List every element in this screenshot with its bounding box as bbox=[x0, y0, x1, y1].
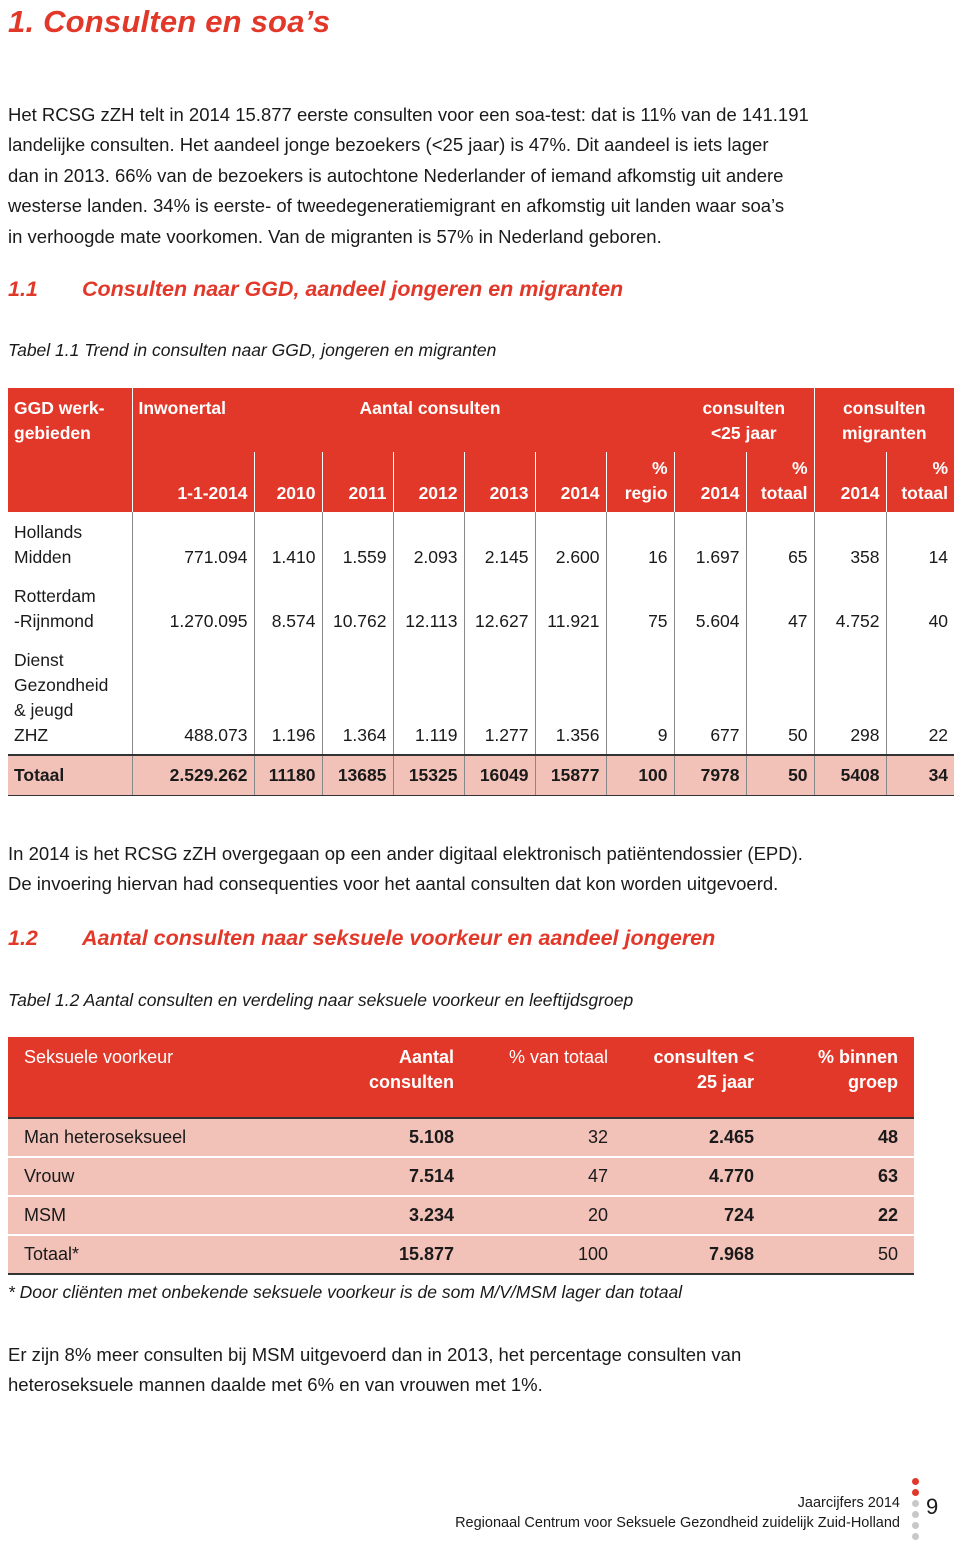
cell: 15325 bbox=[393, 755, 464, 795]
section-heading-1-2 bbox=[8, 926, 715, 951]
footer-report-name: Jaarcijfers 2014 bbox=[797, 1495, 900, 1511]
cell: 75 bbox=[606, 576, 674, 640]
subheader-year: 2012 bbox=[393, 452, 464, 512]
table-consulten-ggd bbox=[8, 388, 954, 796]
cell: 2.465 bbox=[624, 1118, 770, 1157]
intro-line: Het RCSG zZH telt in 2014 15.877 eerste consulten voor een soa-test: dat is 11% van de 141.191 bbox=[8, 104, 809, 125]
header-aantal-consulten: Aantal consulten bbox=[314, 1037, 470, 1118]
cell: 9 bbox=[606, 640, 674, 755]
table-total-row bbox=[8, 1235, 914, 1274]
row-name: MSM bbox=[8, 1196, 314, 1235]
cell: 40 bbox=[928, 611, 949, 631]
section-title: Consulten naar GGD, aandeel jongeren en migranten bbox=[82, 277, 624, 301]
paragraph-line: Er zijn 8% meer consulten bij MSM uitgevoerd dan in 2013, het percentage consulten van bbox=[8, 1344, 742, 1365]
table-seksuele-voorkeur bbox=[8, 1037, 914, 1275]
table-row bbox=[8, 576, 954, 640]
total-label: Totaal bbox=[8, 755, 132, 795]
epd-paragraph bbox=[8, 839, 803, 899]
cell: 1.356 bbox=[535, 640, 606, 755]
page-title: 1. Consulten en soa’s bbox=[8, 4, 331, 39]
cell: 11.921 bbox=[535, 576, 606, 640]
intro-line: dan in 2013. 66% van de bezoekers is autochtone Nederlander of iemand afkomstig uit andere bbox=[8, 164, 784, 186]
cell: 2.600 bbox=[535, 512, 606, 576]
cell: 8.574 bbox=[254, 576, 322, 640]
cell: 10.762 bbox=[322, 576, 393, 640]
footer-organisation: Regionaal Centrum voor Seksuele Gezondheid zuidelijk Zuid-Holland bbox=[455, 1515, 900, 1531]
subheader-migr-2014: 2014 bbox=[814, 452, 886, 512]
cell: 15.877 bbox=[314, 1235, 470, 1274]
cell: 100 bbox=[606, 755, 674, 795]
decorative-dot bbox=[912, 1511, 919, 1518]
cell: 1.119 bbox=[393, 640, 464, 755]
subheader-year: 2011 bbox=[322, 452, 393, 512]
section-title: Aantal consulten naar seksuele voorkeur en aandeel jongeren bbox=[82, 926, 716, 950]
subheader-year: 2013 bbox=[464, 452, 535, 512]
subheader-pct-regio: % regio bbox=[606, 452, 674, 512]
cell: 13685 bbox=[322, 755, 393, 795]
cell: 1.364 bbox=[322, 640, 393, 755]
section-number: 1.2 bbox=[8, 926, 38, 950]
cell: 7978 bbox=[674, 755, 746, 795]
decorative-dot bbox=[912, 1500, 919, 1507]
intro-line: landelijke consulten. Het aandeel jonge bezoekers (<25 jaar) is 47%. Dit aandeel is iets lager bbox=[8, 134, 769, 156]
header-seksuele-voorkeur: Seksuele voorkeur bbox=[8, 1037, 314, 1118]
cell: 298 bbox=[814, 640, 886, 755]
table-subheader-row bbox=[8, 452, 954, 512]
header-pct-binnen-groep: % binnen groep bbox=[770, 1037, 914, 1118]
paragraph-line: De invoering hiervan had consequenties voor het aantal consulten dat kon worden uitgevoerd. bbox=[8, 873, 779, 894]
cell: 771.094 bbox=[132, 512, 254, 576]
cell: 1.196 bbox=[254, 640, 322, 755]
cell: 4.770 bbox=[624, 1157, 770, 1196]
cell: 16049 bbox=[464, 755, 535, 795]
cell: 100 bbox=[470, 1235, 624, 1274]
table-row bbox=[8, 1196, 914, 1235]
decorative-dot bbox=[912, 1522, 919, 1529]
cell: 15877 bbox=[535, 755, 606, 795]
section-number: 1.1 bbox=[8, 277, 38, 301]
cell: 12.627 bbox=[464, 576, 535, 640]
msm-paragraph bbox=[8, 1340, 741, 1400]
header-pct-totaal: % van totaal bbox=[470, 1037, 624, 1118]
cell: 11180 bbox=[254, 755, 322, 795]
cell: 1.410 bbox=[254, 512, 322, 576]
cell: 47 bbox=[746, 576, 814, 640]
header-consulten-migranten: consulten migranten bbox=[814, 388, 954, 452]
row-name: Man heteroseksueel bbox=[8, 1118, 314, 1157]
cell: 1.559 bbox=[322, 512, 393, 576]
cell: 65 bbox=[746, 512, 814, 576]
decorative-dot bbox=[912, 1478, 919, 1485]
header-aantal-consulten: Aantal consulten bbox=[254, 388, 606, 452]
cell: 34 bbox=[886, 755, 954, 795]
cell: 5408 bbox=[814, 755, 886, 795]
cell: 677 bbox=[674, 640, 746, 755]
subheader-jong-2014: 2014 bbox=[674, 452, 746, 512]
cell: 1.277 bbox=[464, 640, 535, 755]
cell: 724 bbox=[624, 1196, 770, 1235]
cell: 63 bbox=[770, 1157, 914, 1196]
section-heading-1-1 bbox=[8, 277, 623, 302]
subheader-migr-pct: % totaal bbox=[886, 452, 954, 512]
decorative-dot bbox=[912, 1489, 919, 1496]
cell: 3.234 bbox=[314, 1196, 470, 1235]
cell: 22 bbox=[928, 725, 949, 745]
row-name: Vrouw bbox=[8, 1157, 314, 1196]
cell: 20 bbox=[470, 1196, 624, 1235]
subheader-inwonertal-date: 1-1-2014 bbox=[132, 452, 254, 512]
table-row bbox=[8, 1157, 914, 1196]
cell: 50 bbox=[746, 755, 814, 795]
table-total-row bbox=[8, 755, 954, 795]
footnote: * Door cliënten met onbekende seksuele voorkeur is de som M/V/MSM lager dan totaal bbox=[8, 1282, 683, 1302]
cell: 7.514 bbox=[314, 1157, 470, 1196]
cell: 22 bbox=[770, 1196, 914, 1235]
intro-line: westerse landen. 34% is eerste- of tweedegeneratiemigrant en afkomstig uit landen waar soa’s bbox=[8, 195, 785, 217]
cell: 1.697 bbox=[674, 512, 746, 576]
paragraph-line: In 2014 is het RCSG zZH overgegaan op een ander digitaal elektronisch patiëntendossier (EPD). bbox=[8, 843, 803, 864]
row-name: Hollands Midden bbox=[8, 512, 132, 576]
row-name: Dienst Gezondheid & jeugd ZHZ bbox=[8, 640, 132, 755]
cell: 1.270.095 bbox=[132, 576, 254, 640]
cell: 14 bbox=[928, 547, 949, 567]
table-row bbox=[8, 1118, 914, 1157]
subheader-year: 2010 bbox=[254, 452, 322, 512]
table-row bbox=[8, 640, 954, 755]
cell: 16 bbox=[606, 512, 674, 576]
row-name: Totaal* bbox=[8, 1235, 314, 1274]
cell: 50 bbox=[746, 640, 814, 755]
cell: 47 bbox=[470, 1157, 624, 1196]
cell: 50 bbox=[770, 1235, 914, 1274]
cell: 7.968 bbox=[624, 1235, 770, 1274]
cell: 32 bbox=[470, 1118, 624, 1157]
cell: 48 bbox=[770, 1118, 914, 1157]
decorative-dots bbox=[908, 1478, 922, 1544]
cell: 488.073 bbox=[132, 640, 254, 755]
subheader-jong-pct: % totaal bbox=[746, 452, 814, 512]
paragraph-line: heteroseksuele mannen daalde met 6% en van vrouwen met 1%. bbox=[8, 1374, 543, 1395]
cell: 358 bbox=[814, 512, 886, 576]
table-header-row bbox=[8, 388, 954, 452]
intro-line: in verhoogde mate voorkomen. Van de migranten is 57% in Nederland geboren. bbox=[8, 225, 662, 247]
table-caption-1-1: Tabel 1.1 Trend in consulten naar GGD, jongeren en migranten bbox=[8, 340, 497, 360]
cell: 2.093 bbox=[393, 512, 464, 576]
header-ggd: GGD werk- gebieden bbox=[8, 388, 132, 452]
cell: 12.113 bbox=[393, 576, 464, 640]
page-footer bbox=[455, 1493, 900, 1533]
subheader-year: 2014 bbox=[535, 452, 606, 512]
header-inwonertal: Inwonertal bbox=[132, 388, 254, 452]
cell: 2.145 bbox=[464, 512, 535, 576]
cell: 2.529.262 bbox=[132, 755, 254, 795]
table-caption-1-2: Tabel 1.2 Aantal consulten en verdeling naar seksuele voorkeur en leeftijdsgroep bbox=[8, 990, 634, 1010]
table-header-row bbox=[8, 1037, 914, 1118]
cell: 5.604 bbox=[674, 576, 746, 640]
table-row bbox=[8, 512, 954, 576]
header-consulten-jong: consulten < 25 jaar bbox=[624, 1037, 770, 1118]
row-name: Rotterdam -Rijnmond bbox=[8, 576, 132, 640]
intro-paragraph bbox=[8, 100, 948, 252]
page-number: 9 bbox=[926, 1494, 939, 1519]
cell: 5.108 bbox=[314, 1118, 470, 1157]
header-consulten-jong: consulten <25 jaar bbox=[674, 388, 814, 452]
cell: 4.752 bbox=[814, 576, 886, 640]
